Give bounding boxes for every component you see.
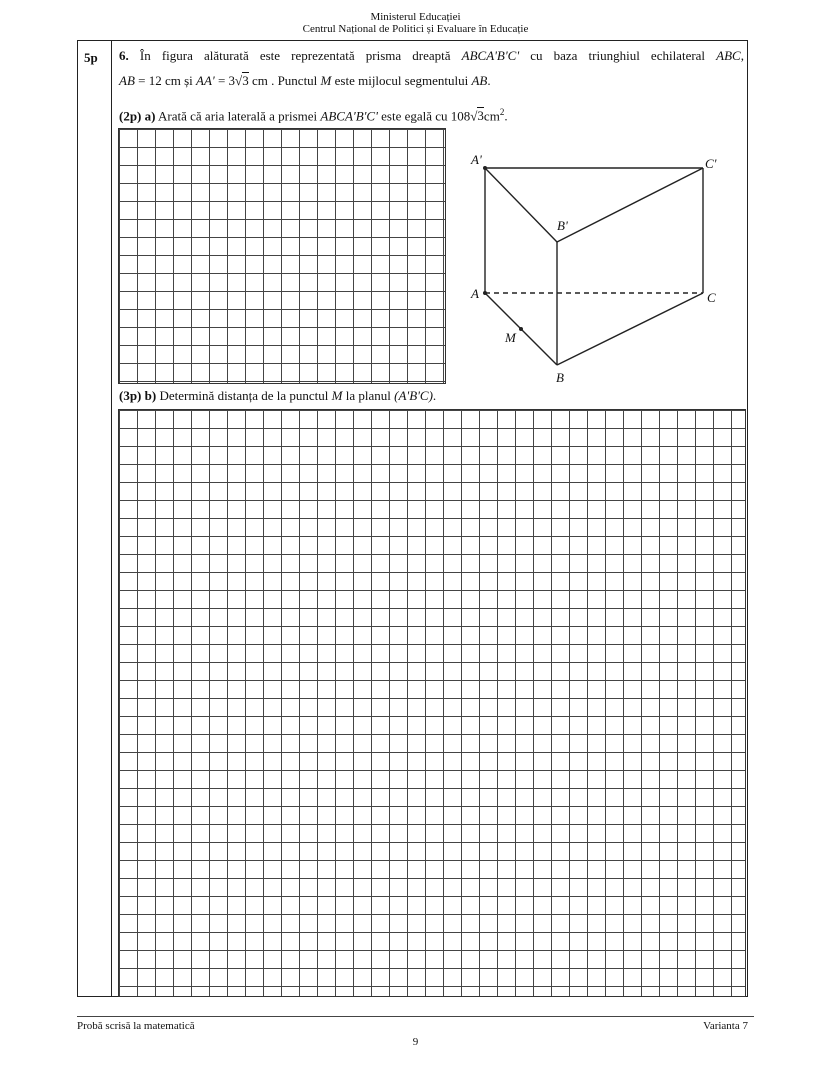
segment-ab-2: AB bbox=[471, 73, 488, 88]
part-b-text: Determină distanța de la punctul bbox=[159, 388, 329, 403]
period: . bbox=[504, 108, 508, 124]
edge-a1-b1 bbox=[485, 168, 557, 242]
midpoint-text: este mijlocul segmentului bbox=[334, 73, 469, 88]
label-b: B bbox=[556, 370, 564, 385]
period: . bbox=[487, 73, 491, 88]
ab-value: = 12 cm și bbox=[138, 73, 193, 88]
edge-b1-c1 bbox=[557, 168, 703, 242]
part-b-point-m: M bbox=[331, 388, 343, 403]
problem-number: 6. bbox=[119, 48, 129, 63]
header-ministry: Ministerul Educației bbox=[370, 11, 461, 23]
part-b-text2: la planul bbox=[345, 388, 391, 403]
word: cu bbox=[530, 48, 543, 63]
vertex-a-dot bbox=[483, 291, 487, 295]
problem-statement-line1: 6. În figura alăturată este reprezentată prisma dreaptă ABCA'B'C' cu baza triunghiul echilateral ABC, bbox=[119, 48, 744, 63]
base-name: ABC bbox=[716, 48, 741, 63]
page-number: 9 bbox=[412, 1036, 419, 1048]
part-a-unit: cm bbox=[483, 108, 500, 124]
prism-name: ABCA'B'C' bbox=[461, 48, 520, 63]
aa1-unit: cm . Punctul bbox=[248, 73, 318, 88]
part-b-statement bbox=[119, 388, 436, 404]
word: În bbox=[139, 48, 151, 63]
word: reprezentată bbox=[291, 48, 355, 63]
label-c: C bbox=[707, 290, 716, 305]
word: prisma bbox=[365, 48, 402, 63]
word: figura bbox=[161, 48, 193, 63]
period: . bbox=[432, 388, 437, 403]
part-a-sqrt: 3 bbox=[477, 108, 484, 124]
footer-divider bbox=[77, 1016, 754, 1017]
score-column-divider bbox=[111, 40, 112, 997]
header-center: Centrul Național de Politici și Evaluare în Educație bbox=[302, 23, 529, 35]
problem-statement-line2: AB = 12 cm și AA' = 3√3 cm . Punctul M este mijlocul segmentului AB. bbox=[119, 73, 491, 88]
vertex-a1-dot bbox=[483, 166, 487, 170]
label-b1: B' bbox=[557, 218, 568, 233]
word: este bbox=[259, 48, 281, 63]
aa1-sqrt: 3 bbox=[242, 73, 249, 88]
points-label: 5p bbox=[84, 50, 98, 65]
footer-exam-name: Probă scrisă la matematică bbox=[77, 1020, 195, 1032]
word: alăturată bbox=[203, 48, 249, 63]
answer-grid-a[interactable] bbox=[118, 128, 446, 384]
point-m-dot bbox=[519, 327, 523, 331]
word: triunghiul bbox=[588, 48, 640, 63]
edge-b-c bbox=[557, 293, 703, 365]
word: echilateral bbox=[650, 48, 706, 63]
answer-grid-b[interactable] bbox=[118, 409, 746, 997]
footer-variant: Varianta 7 bbox=[703, 1020, 748, 1032]
word: dreaptă bbox=[412, 48, 451, 63]
part-a-points: (2p) a) bbox=[119, 108, 156, 124]
label-a: A bbox=[471, 286, 479, 301]
prism-figure bbox=[455, 150, 740, 390]
part-a-value: este egală cu 108 bbox=[381, 108, 471, 124]
label-a1: A' bbox=[471, 152, 482, 167]
segment-ab: AB bbox=[119, 73, 135, 88]
part-a-exponent: 2 bbox=[499, 107, 505, 117]
word: baza bbox=[553, 48, 578, 63]
segment-aa1: AA' bbox=[196, 73, 215, 88]
part-b-points: (3p) b) bbox=[119, 388, 157, 403]
part-b-plane: (A'B'C) bbox=[394, 388, 433, 403]
label-m: M bbox=[505, 330, 516, 345]
label-c1: C' bbox=[705, 156, 717, 171]
part-a-statement: (2p) a) Arată că aria laterală a prismei ABCA'B'C' este egală cu $108√3cm^2$. bbox=[119, 107, 508, 124]
point-m: M bbox=[320, 73, 332, 88]
aa1-coef: = 3 bbox=[214, 73, 236, 88]
part-a-text: Arată că aria laterală a prismei bbox=[158, 108, 318, 124]
part-a-prism: ABCA'B'C' bbox=[320, 108, 378, 124]
